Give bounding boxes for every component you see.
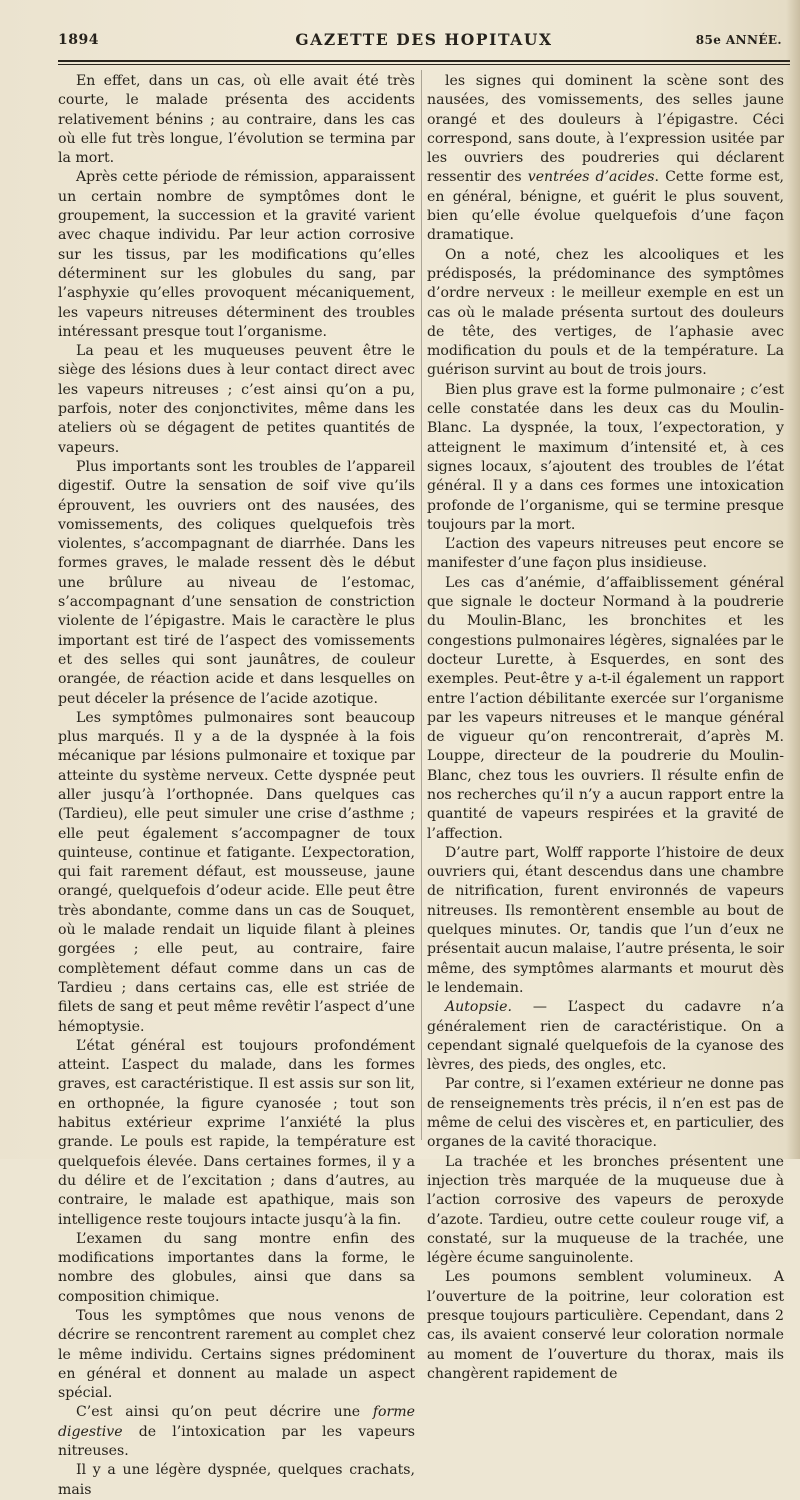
paragraph: Les cas d’anémie, d’affaiblissement général que signale le docteur Normand à la poudrerie du Moulin-Blanc, les bronchites et les congestions pulmonaires légères, signalées par le docteur Lurette, à Esquerdes, en sont des exemples. Peut-être y a-t-il également un rapport entre l’action débilitante exercée sur l’organisme par les vapeurs nitreuses et le manque général de vigueur qu’on rencontrerait, d’après M. Louppe, directeur de la poudrerie du Moulin-Blanc, chez tous les ouvriers. Il résulte enfin de nos recherches qu’il n’y a aucun rapport entre la quantité de vapeurs respirées et la gravité de l’affection. bbox=[427, 574, 784, 842]
header-rule-thin bbox=[58, 64, 790, 65]
paragraph: L’action des vapeurs nitreuses peut encore se manifester d’une façon plus insidieuse. bbox=[427, 536, 784, 572]
page-edge-shadow bbox=[786, 0, 800, 1159]
paragraph: La trachée et les bronches présentent une injection très marquée de la muqueuse due à l’action corrosive des vapeurs de peroxyde d’azote. Tardieu, outre cette couleur rouge vif, a constaté, sur la muqueuse de la trachée, une légère écume sanguinolente. bbox=[427, 1153, 784, 1267]
paragraph: Bien plus grave est la forme pulmonaire ; c’est celle constatée dans les deux cas du Moulin-Blanc. La dyspnée, la toux, l’expectoration, y atteignent le maximum d’intensité et, à ces signes locaux, s’ajoutent des troubles de l’état général. Il y a dans ces formes une intoxication profonde de l’organisme, qui se termine presque toujours par la mort. bbox=[427, 381, 784, 533]
page-header bbox=[58, 30, 790, 52]
paragraph: Autopsie. — L’aspect du cadavre n’a généralement rien de caractéristique. On a cependant signalé quelquefois de la cyanose des lèvres, des pieds, des ongles, etc. bbox=[427, 999, 784, 1074]
italic-phrase: forme digestive bbox=[58, 1404, 415, 1440]
paragraph: L’état général est toujours profondément atteint. L’aspect du malade, dans les formes graves, est caractéristique. Il est assis sur son lit, en orthopnée, la figure cyanosée ; tout son habitus extérieur exprime l’anxiété la plus grande. Le pouls est rapide, la température est quelquefois élevée. Dans certaines formes, il y a du délire et de l’excitation ; dans d’autres, au contraire, le malade est apathique, mais son intelligence reste toujours intacte jusqu’à la fin. bbox=[58, 1037, 415, 1228]
paragraph: Il y a une légère dyspnée, quelques crachats, mais bbox=[58, 1462, 415, 1498]
paragraph: Tous les symptômes que nous venons de décrire se rencontrent rarement au complet chez le même individu. Certains signes prédominent en général et donnent au malade un aspect spécial. bbox=[58, 1308, 415, 1402]
right-column bbox=[427, 72, 784, 1384]
paragraph: Par contre, si l’examen extérieur ne donne pas de renseignements très précis, il n’en est pas de même de celui des viscères et, en particulier, des organes de la cavité thoracique. bbox=[427, 1076, 784, 1151]
paragraph: En effet, dans un cas, où elle avait été très courte, le malade présenta des accidents relativement bénins ; au contraire, dans les cas où elle fut très longue, l’évolution se termina par la mort. bbox=[58, 73, 415, 167]
paragraph: Les poumons semblent volumineux. A l’ouverture de la poitrine, leur coloration est presque toujours particulière. Cependant, dans 2 cas, ils avaient conservé leur coloration normale au moment de l’ouverture du thorax, mais ils changèrent rapidement de bbox=[427, 1269, 784, 1382]
paragraph: Plus importants sont les troubles de l’appareil digestif. Outre la sensation de soif vive qu’ils éprouvent, les ouvriers ont des nausées, des vomissements, des coliques quelquefois très violentes, s’accompagnant de diarrhée. Dans les formes graves, le malade ressent dès le début une brûlure au niveau de l’estomac, s’accompagnant d’une sensation de constriction violente de l’épigastre. Mais le caractère le plus important est tiré de l’aspect des vomissements et des selles qui sont jaunâtres, de couleur orangée, de réaction acide et dans lesquelles on peut déceler la présence de l’acide azotique. bbox=[58, 458, 415, 707]
italic-phrase: ventrées d’acides bbox=[527, 169, 655, 186]
paragraph: On a noté, chez les alcooliques et les prédisposés, la prédominance des symptômes d’ordre nerveux : le meilleur exemple en est un cas où le malade présenta surtout des douleurs de tête, des vertiges, de l’aphasie avec modification du pouls et de la température. La guérison survint au bout de trois jours. bbox=[427, 246, 784, 379]
paragraph: C’est ainsi qu’on peut décrire une forme digestive de l’intoxication par les vapeurs nitreuses. bbox=[58, 1404, 415, 1460]
paragraph: La peau et les muqueuses peuvent être le siège des lésions dues à leur contact direct avec les vapeurs nitreuses ; c’est ainsi qu’on a pu, parfois, noter des conjonctivites, même dans les ateliers où se dégagent de petites quantités de vapeurs. bbox=[58, 343, 415, 456]
header-rule-thick bbox=[58, 60, 790, 62]
paragraph: Après cette période de rémission, apparaissent un certain nombre de symptômes dont le groupement, la succession et la gravité varient avec chaque individu. Par leur action corrosive sur les tissus, par les modifications qu’elles déterminent sur les globules du sang, par l’asphyxie qu’elles provoquent mécaniquement, les vapeurs nitreuses déterminent des troubles intéressant presque tout l’organisme. bbox=[58, 169, 415, 340]
column-divider bbox=[421, 70, 422, 1140]
paragraph: L’examen du sang montre enfin des modifications importantes dans la forme, le nombre des globules, ainsi que dans sa composition chimique. bbox=[58, 1230, 415, 1305]
paragraph: D’autre part, Wolff rapporte l’histoire de deux ouvriers qui, étant descendus dans une chambre de nitrification, furent environnés de vapeurs nitreuses. Ils remontèrent ensemble au bout de quelques minutes. Or, tandis que l’un d’eux ne présentait aucun malaise, l’autre présenta, le soir même, des symptômes alarmants et mourut dès le lendemain. bbox=[427, 844, 784, 996]
italic-phrase: Autopsie. bbox=[445, 999, 512, 1016]
year-label: 85e ANNÉE. bbox=[695, 33, 782, 47]
paragraph: les signes qui dominent la scène sont des nausées, des vomissements, des selles jaune orangé et des douleurs à l’épigastre. Céci correspond, sans doute, à l’expression usitée par les ouvriers des poudreries qui déclarent ressentir des ventrées d’acides. Cette forme est, en général, bénigne, et guérit le plus souvent, bien qu’elle évolue quelquefois d’une façon dramatique. bbox=[427, 73, 784, 244]
left-column bbox=[58, 72, 415, 1500]
journal-title: GAZETTE DES HOPITAUX bbox=[295, 30, 553, 49]
paragraph: Les symptômes pulmonaires sont beaucoup plus marqués. Il y a de la dyspnée à la fois mécanique par lésions pulmonaire et toxique par atteinte du système nerveux. Cette dyspnée peut aller jusqu’à l’orthopnée. Dans quelques cas (Tardieu), elle peut simuler une crise d’asthme ; elle peut également s’accompagner de toux quinteuse, continue et fatigante. L’expectoration, qui fait rarement défaut, est mousseuse, jaune orangé, quelquefois d’odeur acide. Elle peut être très abondante, comme dans un cas de Souquet, où le malade rendait un liquide filant à pleines gorgées ; elle peut, au contraire, faire complètement défaut comme dans un cas de Tardieu ; dans certains cas, elle est striée de filets de sang et peut même revêtir l’aspect d’une hémoptysie. bbox=[58, 709, 415, 1035]
page-number: 1894 bbox=[58, 32, 99, 48]
